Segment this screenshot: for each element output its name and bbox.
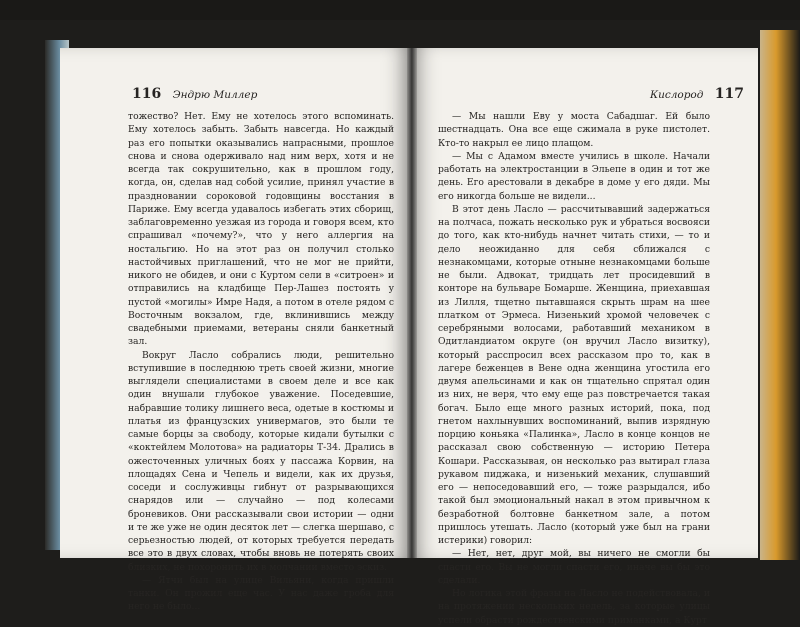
- left-paragraph-3: — Ятчи был на улице Вильяни, когда пришли танки. Он прожил еще час. У нас даже гроба для него не было...: [128, 574, 394, 613]
- right-paragraph-2: — Мы с Адамом вместе учились в школе. Начали работать на электростанции в Эльепе в один и тот же день. Его арестовали в декабре в доме у его дяди. Мы его никогда больше не видели...: [438, 150, 710, 202]
- right-page: [412, 48, 758, 626]
- left-page-body: [128, 110, 394, 614]
- right-paragraph-3: В этот день Ласло — рассчитывавший задержаться на полчаса, пожать несколько рук и убраться восвояси до того, как кто-нибудь начнет читать стихи, — то и дело неожиданно для себя сближался с незнакомцами, которые отныне незнакомцами больше не были. Адвокат, тридцать лет просидевший в конторе на бульваре Бомарше. Женщина, приехавшая из Лилля, тщетно пытавшаяся скрыть шрам на шее платком от Эрмеса. Низенький хромой человечек с серебряными волосами, работавший механиком в Одитландиатом округе (он вручил Ласло визитку), который расспросил всех рассказом про то, как в лагере беженцев в Вене одна женщина угостила его двумя апельсинами и как он тщательно спрятал один из них, не веря, что ему еще раз повстречается такая богач. Было еще много разных историй, пока, под гнетом нахлынувших воспоминаний, выпив изрядную порцию коньяка «Палинка», Ласло в конце концов не рассказал свою собственную — историю Петера Кошари. Рассказывая, он несколько раз вытирал глаза рукавом пиджака, и низенький механик, слушавший его — непоседовавший его, — тоже разрыдался, ибо такой был эмоциональный накал в этом привычном к безработной болтовне банкетном зале, а потом пришлось утешать. Ласло (который уже был на грани истерики) говорил:: [438, 203, 710, 546]
- left-paragraph-2: Вокруг Ласло собрались люди, решительно вступившие в последнюю треть своей жизни, многие выглядели специалистами в своем деле и все как один внушали глубокое уважение. Поседевшие, набравшие толику лишнего веса, одетые в костюмы и платья из французских универмагов, это были те самые борцы за свободу, которые кидали бутылки с «коктейлем Молотова» на радиаторы Т-34. Дрались в ожесточенных уличных боях у пассажа Корвин, на площадях Сена и Чепель и видели, как их друзья, соседи и сослуживцы гибнут от разрывающихся снарядов или — случайно — под колесами броневиков. Они рассказывали свои истории — одни и те же уже не один десяток лет — слегка шершаво, с серьезностью людей, от которых требуется передать все это в двух словах, чтобы вновь не потерять своих близких, не похоронить их в молчании вместо эскиз.: [128, 349, 394, 573]
- right-paragraph-5: Но логика этой фразы на Ласло не подействовала, и на протяжении нескольких недель, за которые улицы успели обрасти рождественскими приманками, а Курт: [438, 588, 710, 626]
- book-gutter: [407, 48, 417, 558]
- right-running-head: Кислород: [649, 89, 704, 101]
- left-running-header: [132, 86, 257, 102]
- right-page-number: 117: [714, 86, 744, 102]
- right-paragraph-4: — Нет, нет, друг мой, вы ничего не смогли бы спасти его. Вы не могли спасти его, иначе вы бы это сделали.: [438, 548, 710, 586]
- left-running-head: Эндрю Миллер: [172, 89, 258, 101]
- left-page: [60, 48, 412, 613]
- right-page-body: [438, 110, 710, 627]
- scan-background: [0, 0, 800, 20]
- left-paragraph-1: тожество? Нет. Ему не хотелось этого вспоминать. Ему хотелось забыть. Забыть навсегда. Но каждый раз его попытки оказывались напрасными, прошлое снова и снова одерживало над ним верх, хотя и не всегда так сокрушительно, как в прошлом году, когда, он, сделав над собой усилие, принял участие в праздновании сороковой годовщины восстания в Париже. Ему всегда удавалось избегать этих сборищ, заблаговременно уезжая из города и говоря всем, кто спрашивал «почему?», что у него аллергия на ностальгию. Но на этот раз он получил столько настойчивых приглашений, что не мог не прийти, никого не обидев, и они с Куртом сели в «ситроен» и отправились на кладбище Пер-Лашез постоять у пустой «могилы» Имре Надя, а потом в отеле рядом с Восточным вокзалом, где, вклинившись между свадебными приемами, ветераны сняли банкетный зал.: [128, 111, 394, 348]
- right-paragraph-1: — Мы нашли Еву у моста Сабадшаг. Ей было шестнадцать. Она все еще сжимала в руке пистолет. Кто-то накрыл ее лицо плащом.: [438, 111, 710, 149]
- book-cover-edge-right: [760, 30, 800, 560]
- right-running-header: [650, 86, 744, 102]
- left-page-number: 116: [132, 86, 162, 102]
